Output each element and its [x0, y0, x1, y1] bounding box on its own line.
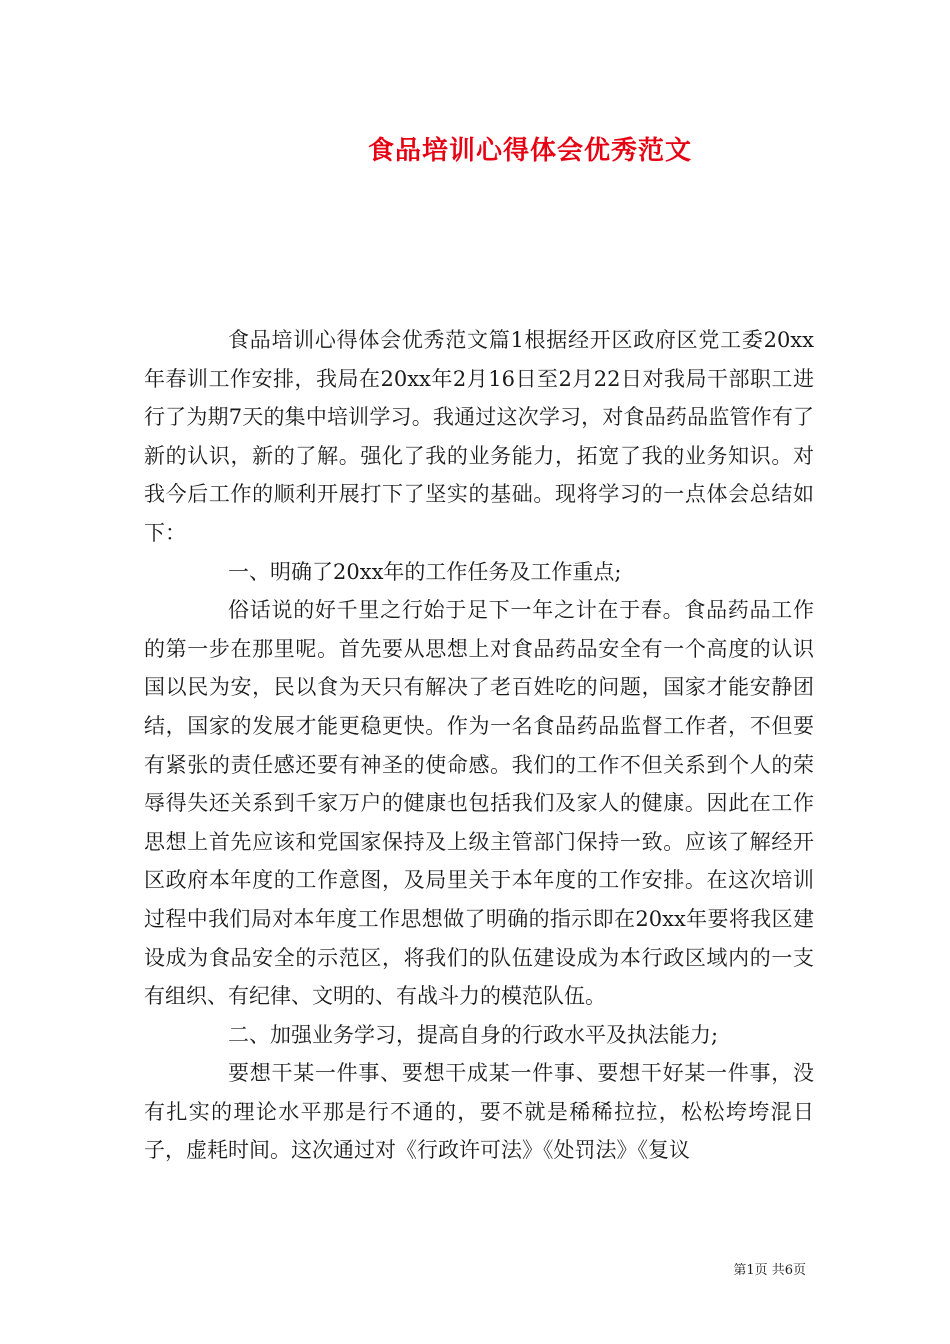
paragraph-heading-2: 二、加强业务学习，提高自身的行政水平及执法能力; — [228, 1022, 719, 1047]
paragraph-heading-1: 一、明确了20xx年的工作任务及工作重点; — [228, 559, 622, 584]
paragraph-intro: 食品培训心得体会优秀范文篇1根据经开区政府区党工委20xx年春训工作安排，我局在20xx年2月16日至2月22日对我局干部职工进行了为期7天的集中培训学习。我通过这次学习，对食品药品监管作有了新的认识，新的了解。强化了我的业务能力，拓宽了我的业务知识。对我今后工作的顺利开展打下了坚实的基础。现将学习的一点体会总结如下： — [144, 328, 814, 545]
page-number-footer: 第1页 共6页 — [733, 1263, 806, 1278]
paragraph-section-2: 要想干某一件事、要想干成某一件事、要想干好某一件事，没有扎实的理论水平那是行不通的，要不就是稀稀拉拉，松松垮垮混日子，虚耗时间。这次通过对《行政许可法》《处罚法》《复议 — [144, 1061, 814, 1163]
document-body — [144, 321, 814, 1170]
paragraph-section-1: 俗话说的好千里之行始于足下一年之计在于春。食品药品工作的第一步在那里呢。首先要从思想上对食品药品安全有一个高度的认识国以民为安，民以食为天只有解决了老百姓吃的问题，国家才能安静团结，国家的发展才能更稳更快。作为一名食品药品监督工作者，不但要有紧张的责任感还要有神圣的使命感。我们的工作不但关系到个人的荣辱得失还关系到千家万户的健康也包括我们及家人的健康。因此在工作思想上首先应该和党国家保持及上级主管部门保持一致。应该了解经开区政府本年度的工作意图，及局里关于本年度的工作安排。在这次培训过程中我们局对本年度工作思想做了明确的指示即在20xx年要将我区建设成为食品安全的示范区，将我们的队伍建设成为本行政区域内的一支有组织、有纪律、文明的、有战斗力的模范队伍。 — [144, 598, 814, 1009]
document-title: 食品培训心得体会优秀范文 — [367, 136, 692, 166]
